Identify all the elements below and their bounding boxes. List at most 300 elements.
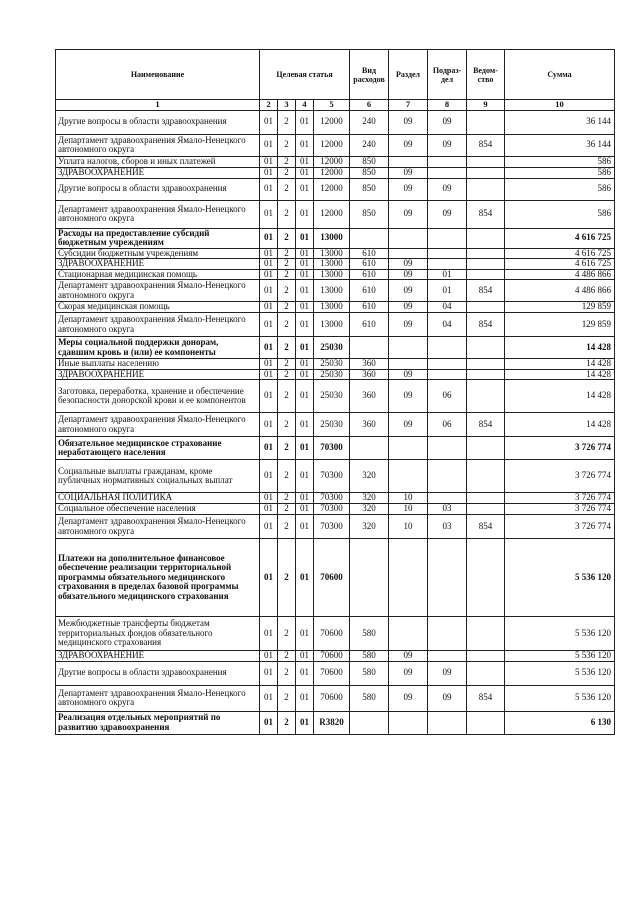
cell-target-3: 01 <box>296 515 314 539</box>
cell-target-4: 13000 <box>314 313 350 337</box>
cell-target-1: 01 <box>260 515 278 539</box>
cell-vedomstvo <box>467 259 505 270</box>
cell-target-3: 01 <box>296 110 314 134</box>
cell-razdel: 09 <box>389 134 428 156</box>
cell-name: Расходы на предоставление субсидий бюджетным учреждениям <box>56 228 260 248</box>
cell-target-2: 2 <box>278 369 296 380</box>
cell-name: Уплата налогов, сборов и иных платежей <box>56 156 260 167</box>
cell-target-2: 2 <box>278 515 296 539</box>
cell-summa: 5 536 120 <box>505 617 615 651</box>
cell-name: Иные выплаты населению <box>56 359 260 370</box>
cell-summa: 586 <box>505 167 615 178</box>
cell-summa: 4 616 725 <box>505 228 615 248</box>
cell-target-1: 01 <box>260 617 278 651</box>
cell-razdel: 10 <box>389 493 428 504</box>
table-row <box>56 504 615 515</box>
cell-razdel: 09 <box>389 313 428 337</box>
cell-target-2: 2 <box>278 313 296 337</box>
cell-vedomstvo <box>467 156 505 167</box>
cell-target-3: 01 <box>296 134 314 156</box>
cell-vid: 610 <box>350 269 389 280</box>
table-row <box>56 280 615 302</box>
cell-vid: 850 <box>350 178 389 200</box>
cell-vid: 580 <box>350 651 389 662</box>
cell-name: Субсидии бюджетным учреждениям <box>56 248 260 259</box>
cell-razdel: 09 <box>389 178 428 200</box>
cell-target-4: 70300 <box>314 504 350 515</box>
cell-target-3: 01 <box>296 651 314 662</box>
cell-target-1: 01 <box>260 280 278 302</box>
cell-target-4: 13000 <box>314 269 350 280</box>
cell-target-2: 2 <box>278 437 296 460</box>
col-num: 8 <box>428 100 467 111</box>
cell-target-4: 70300 <box>314 437 350 460</box>
cell-vid <box>350 228 389 248</box>
cell-target-4: 12000 <box>314 110 350 134</box>
header-vid: Вид расходов <box>350 50 389 100</box>
cell-vedomstvo <box>467 269 505 280</box>
cell-summa: 129 859 <box>505 302 615 313</box>
cell-vedomstvo <box>467 369 505 380</box>
cell-name: ЗДРАВООХРАНЕНИЕ <box>56 167 260 178</box>
table-row <box>56 380 615 413</box>
cell-target-1: 01 <box>260 493 278 504</box>
cell-razdel <box>389 617 428 651</box>
cell-target-4: 12000 <box>314 156 350 167</box>
cell-target-4: 25030 <box>314 413 350 437</box>
cell-vedomstvo <box>467 460 505 493</box>
table-row <box>56 437 615 460</box>
cell-target-3: 01 <box>296 380 314 413</box>
cell-summa: 3 726 774 <box>505 460 615 493</box>
header-name: Наименование <box>56 50 260 100</box>
cell-name: Департамент здравоохранения Ямало-Ненецкого автономного округа <box>56 685 260 711</box>
table-row <box>56 539 615 617</box>
cell-target-3: 01 <box>296 493 314 504</box>
cell-vid: 610 <box>350 313 389 337</box>
cell-vid: 240 <box>350 110 389 134</box>
cell-razdel: 09 <box>389 259 428 270</box>
cell-target-3: 01 <box>296 685 314 711</box>
cell-vid: 360 <box>350 369 389 380</box>
cell-target-3: 01 <box>296 259 314 270</box>
col-num: 10 <box>505 100 615 111</box>
cell-vid: 360 <box>350 413 389 437</box>
cell-podrazdel <box>428 369 467 380</box>
table-row <box>56 200 615 228</box>
cell-podrazdel <box>428 539 467 617</box>
cell-name: Социальное обеспечение населения <box>56 504 260 515</box>
cell-podrazdel: 09 <box>428 178 467 200</box>
budget-table <box>55 49 615 735</box>
table-row <box>56 269 615 280</box>
table-row <box>56 167 615 178</box>
cell-podrazdel <box>428 651 467 662</box>
cell-target-4: 70300 <box>314 460 350 493</box>
cell-target-4: 70600 <box>314 617 350 651</box>
col-num: 2 <box>260 100 278 111</box>
table-row <box>56 661 615 685</box>
cell-name: Стационарная медицинская помощь <box>56 269 260 280</box>
cell-target-4: 70300 <box>314 515 350 539</box>
table-row <box>56 359 615 370</box>
cell-target-1: 01 <box>260 134 278 156</box>
cell-target-2: 2 <box>278 110 296 134</box>
cell-vid: 610 <box>350 302 389 313</box>
cell-target-1: 01 <box>260 259 278 270</box>
cell-target-2: 2 <box>278 504 296 515</box>
cell-target-3: 01 <box>296 711 314 734</box>
cell-vid <box>350 437 389 460</box>
col-num: 9 <box>467 100 505 111</box>
cell-razdel <box>389 228 428 248</box>
cell-name: Реализация отдельных мероприятий по развитию здравоохранения <box>56 711 260 734</box>
cell-vedomstvo <box>467 617 505 651</box>
cell-podrazdel <box>428 359 467 370</box>
cell-target-2: 2 <box>278 228 296 248</box>
cell-target-2: 2 <box>278 178 296 200</box>
header-podrazdel: Подраз-дел <box>428 50 467 100</box>
cell-target-3: 01 <box>296 369 314 380</box>
cell-name: Меры социальной поддержки донорам, сдавшим кровь и (или) ее компоненты <box>56 337 260 359</box>
table-row <box>56 515 615 539</box>
cell-target-2: 2 <box>278 460 296 493</box>
cell-summa: 14 428 <box>505 369 615 380</box>
cell-vedomstvo: 854 <box>467 413 505 437</box>
cell-target-4: 12000 <box>314 134 350 156</box>
cell-target-4: 70600 <box>314 651 350 662</box>
cell-target-3: 01 <box>296 178 314 200</box>
cell-vedomstvo <box>467 228 505 248</box>
cell-name: ЗДРАВООХРАНЕНИЕ <box>56 651 260 662</box>
cell-summa: 3 726 774 <box>505 504 615 515</box>
header-summa: Сумма <box>505 50 615 100</box>
cell-target-4: 70600 <box>314 661 350 685</box>
cell-vid: 320 <box>350 493 389 504</box>
table-row <box>56 178 615 200</box>
cell-podrazdel: 06 <box>428 413 467 437</box>
cell-vid: 610 <box>350 280 389 302</box>
cell-summa: 14 428 <box>505 380 615 413</box>
cell-target-1: 01 <box>260 539 278 617</box>
header-row <box>56 50 615 100</box>
cell-target-2: 2 <box>278 337 296 359</box>
cell-name: Другие вопросы в области здравоохранения <box>56 178 260 200</box>
cell-vedomstvo: 854 <box>467 515 505 539</box>
cell-target-2: 2 <box>278 302 296 313</box>
col-num: 7 <box>389 100 428 111</box>
cell-target-4: R3820 <box>314 711 350 734</box>
cell-podrazdel: 01 <box>428 269 467 280</box>
cell-razdel <box>389 156 428 167</box>
cell-target-2: 2 <box>278 617 296 651</box>
cell-podrazdel <box>428 248 467 259</box>
cell-target-3: 01 <box>296 437 314 460</box>
cell-name: Скорая медицинская помощь <box>56 302 260 313</box>
cell-vid: 580 <box>350 661 389 685</box>
cell-summa: 5 536 120 <box>505 539 615 617</box>
cell-target-4: 13000 <box>314 259 350 270</box>
cell-podrazdel <box>428 493 467 504</box>
cell-target-4: 13000 <box>314 280 350 302</box>
cell-podrazdel <box>428 617 467 651</box>
table-row <box>56 248 615 259</box>
cell-target-2: 2 <box>278 711 296 734</box>
cell-target-3: 01 <box>296 200 314 228</box>
cell-target-1: 01 <box>260 302 278 313</box>
cell-target-3: 01 <box>296 359 314 370</box>
cell-podrazdel <box>428 460 467 493</box>
cell-vedomstvo <box>467 711 505 734</box>
cell-razdel <box>389 711 428 734</box>
cell-target-2: 2 <box>278 134 296 156</box>
cell-target-1: 01 <box>260 685 278 711</box>
cell-razdel: 09 <box>389 413 428 437</box>
cell-vedomstvo <box>467 651 505 662</box>
cell-vedomstvo <box>467 359 505 370</box>
cell-target-4: 13000 <box>314 248 350 259</box>
cell-target-2: 2 <box>278 248 296 259</box>
cell-target-3: 01 <box>296 302 314 313</box>
cell-target-1: 01 <box>260 380 278 413</box>
table-row <box>56 617 615 651</box>
cell-target-1: 01 <box>260 369 278 380</box>
col-num: 4 <box>296 100 314 111</box>
cell-summa: 3 726 774 <box>505 515 615 539</box>
cell-razdel: 09 <box>389 380 428 413</box>
cell-target-1: 01 <box>260 313 278 337</box>
cell-target-3: 01 <box>296 156 314 167</box>
cell-summa: 36 144 <box>505 110 615 134</box>
cell-target-3: 01 <box>296 413 314 437</box>
cell-vedomstvo <box>467 248 505 259</box>
cell-vid: 580 <box>350 617 389 651</box>
table-row <box>56 651 615 662</box>
cell-podrazdel <box>428 711 467 734</box>
cell-target-2: 2 <box>278 200 296 228</box>
cell-target-2: 2 <box>278 493 296 504</box>
cell-name: Платежи на дополнительное финансовое обеспечение реализации территориальной программы обязательного медицинского страхования в пределах базовой программы обязательного медицинского страхования <box>56 539 260 617</box>
cell-razdel <box>389 437 428 460</box>
cell-target-3: 01 <box>296 337 314 359</box>
cell-target-2: 2 <box>278 685 296 711</box>
cell-razdel: 10 <box>389 504 428 515</box>
cell-podrazdel: 09 <box>428 661 467 685</box>
cell-razdel <box>389 248 428 259</box>
table-row <box>56 711 615 734</box>
cell-target-1: 01 <box>260 178 278 200</box>
table-row <box>56 156 615 167</box>
cell-target-3: 01 <box>296 313 314 337</box>
cell-summa: 6 130 <box>505 711 615 734</box>
table-row <box>56 369 615 380</box>
cell-target-1: 01 <box>260 460 278 493</box>
cell-podrazdel: 09 <box>428 200 467 228</box>
cell-vid: 610 <box>350 248 389 259</box>
cell-name: ЗДРАВООХРАНЕНИЕ <box>56 369 260 380</box>
cell-summa: 4 486 866 <box>505 269 615 280</box>
cell-target-2: 2 <box>278 280 296 302</box>
cell-target-4: 12000 <box>314 178 350 200</box>
cell-vid: 610 <box>350 259 389 270</box>
cell-target-2: 2 <box>278 269 296 280</box>
cell-target-3: 01 <box>296 460 314 493</box>
cell-razdel: 09 <box>389 369 428 380</box>
cell-name: Департамент здравоохранения Ямало-Ненецкого автономного округа <box>56 280 260 302</box>
cell-summa: 36 144 <box>505 134 615 156</box>
col-num: 5 <box>314 100 350 111</box>
cell-vedomstvo <box>467 661 505 685</box>
cell-name: Департамент здравоохранения Ямало-Ненецкого автономного округа <box>56 413 260 437</box>
cell-podrazdel: 03 <box>428 515 467 539</box>
cell-vid: 360 <box>350 380 389 413</box>
table-row <box>56 460 615 493</box>
cell-target-4: 13000 <box>314 228 350 248</box>
cell-vid <box>350 539 389 617</box>
cell-target-3: 01 <box>296 280 314 302</box>
cell-summa: 4 486 866 <box>505 280 615 302</box>
cell-vedomstvo <box>467 178 505 200</box>
cell-podrazdel: 09 <box>428 134 467 156</box>
cell-vedomstvo: 854 <box>467 685 505 711</box>
table-row <box>56 259 615 270</box>
cell-target-2: 2 <box>278 359 296 370</box>
cell-vedomstvo <box>467 110 505 134</box>
cell-podrazdel <box>428 259 467 270</box>
cell-vedomstvo <box>467 302 505 313</box>
cell-vedomstvo <box>467 380 505 413</box>
header-target: Целевая статья <box>260 50 350 100</box>
cell-target-1: 01 <box>260 661 278 685</box>
table-row <box>56 313 615 337</box>
cell-podrazdel <box>428 167 467 178</box>
cell-vid: 580 <box>350 685 389 711</box>
cell-podrazdel: 09 <box>428 110 467 134</box>
cell-vid: 850 <box>350 167 389 178</box>
cell-name: СОЦИАЛЬНАЯ ПОЛИТИКА <box>56 493 260 504</box>
cell-target-3: 01 <box>296 228 314 248</box>
cell-target-3: 01 <box>296 269 314 280</box>
cell-target-2: 2 <box>278 259 296 270</box>
header-vedomstvo: Ведом-ство <box>467 50 505 100</box>
cell-target-4: 25030 <box>314 359 350 370</box>
budget-table-sheet <box>55 49 614 735</box>
cell-vid: 850 <box>350 200 389 228</box>
table-row <box>56 685 615 711</box>
cell-summa: 4 616 725 <box>505 259 615 270</box>
cell-target-4: 70300 <box>314 493 350 504</box>
cell-target-3: 01 <box>296 539 314 617</box>
cell-razdel <box>389 539 428 617</box>
cell-razdel <box>389 337 428 359</box>
cell-name: ЗДРАВООХРАНЕНИЕ <box>56 259 260 270</box>
cell-target-3: 01 <box>296 661 314 685</box>
cell-vedomstvo: 854 <box>467 134 505 156</box>
cell-vedomstvo <box>467 539 505 617</box>
cell-razdel: 09 <box>389 269 428 280</box>
cell-summa: 586 <box>505 156 615 167</box>
cell-vid: 320 <box>350 504 389 515</box>
cell-target-4: 25030 <box>314 380 350 413</box>
cell-vedomstvo <box>467 493 505 504</box>
cell-summa: 4 616 725 <box>505 248 615 259</box>
cell-target-4: 25030 <box>314 369 350 380</box>
cell-target-1: 01 <box>260 437 278 460</box>
table-row <box>56 134 615 156</box>
column-number-row <box>56 100 615 111</box>
cell-vedomstvo: 854 <box>467 313 505 337</box>
cell-name: Департамент здравоохранения Ямало-Ненецкого автономного округа <box>56 200 260 228</box>
cell-razdel: 09 <box>389 200 428 228</box>
cell-target-1: 01 <box>260 167 278 178</box>
cell-target-1: 01 <box>260 504 278 515</box>
cell-summa: 586 <box>505 200 615 228</box>
cell-target-1: 01 <box>260 337 278 359</box>
cell-target-2: 2 <box>278 156 296 167</box>
cell-summa: 14 428 <box>505 359 615 370</box>
cell-summa: 14 428 <box>505 337 615 359</box>
cell-name: Обязательное медицинское страхование неработающего населения <box>56 437 260 460</box>
cell-target-1: 01 <box>260 156 278 167</box>
cell-podrazdel <box>428 156 467 167</box>
cell-razdel <box>389 460 428 493</box>
cell-target-4: 25030 <box>314 337 350 359</box>
cell-razdel: 09 <box>389 110 428 134</box>
cell-target-2: 2 <box>278 651 296 662</box>
cell-target-2: 2 <box>278 167 296 178</box>
col-num: 3 <box>278 100 296 111</box>
cell-podrazdel <box>428 337 467 359</box>
cell-razdel: 09 <box>389 280 428 302</box>
cell-vedomstvo: 854 <box>467 200 505 228</box>
table-row <box>56 493 615 504</box>
cell-target-2: 2 <box>278 380 296 413</box>
cell-target-1: 01 <box>260 248 278 259</box>
cell-vid: 320 <box>350 460 389 493</box>
table-row <box>56 228 615 248</box>
cell-target-1: 01 <box>260 200 278 228</box>
cell-summa: 5 536 120 <box>505 651 615 662</box>
cell-vid: 240 <box>350 134 389 156</box>
cell-name: Межбюджетные трансферты бюджетам территориальных фондов обязательного медицинского страхования <box>56 617 260 651</box>
table-row <box>56 302 615 313</box>
cell-podrazdel: 09 <box>428 685 467 711</box>
cell-razdel: 09 <box>389 302 428 313</box>
cell-summa: 586 <box>505 178 615 200</box>
cell-podrazdel: 06 <box>428 380 467 413</box>
cell-target-1: 01 <box>260 269 278 280</box>
cell-target-4: 13000 <box>314 302 350 313</box>
cell-target-3: 01 <box>296 617 314 651</box>
cell-razdel: 09 <box>389 167 428 178</box>
cell-podrazdel: 03 <box>428 504 467 515</box>
cell-summa: 14 428 <box>505 413 615 437</box>
cell-target-1: 01 <box>260 110 278 134</box>
cell-name: Социальные выплаты гражданам, кроме публичных нормативных социальных выплат <box>56 460 260 493</box>
col-num: 1 <box>56 100 260 111</box>
cell-summa: 5 536 120 <box>505 685 615 711</box>
cell-vedomstvo: 854 <box>467 280 505 302</box>
cell-podrazdel <box>428 437 467 460</box>
cell-podrazdel: 04 <box>428 313 467 337</box>
cell-name: Департамент здравоохранения Ямало-Ненецкого автономного округа <box>56 313 260 337</box>
cell-target-2: 2 <box>278 539 296 617</box>
cell-vid: 320 <box>350 515 389 539</box>
cell-vid <box>350 711 389 734</box>
cell-razdel: 10 <box>389 515 428 539</box>
table-row <box>56 110 615 134</box>
cell-target-3: 01 <box>296 167 314 178</box>
